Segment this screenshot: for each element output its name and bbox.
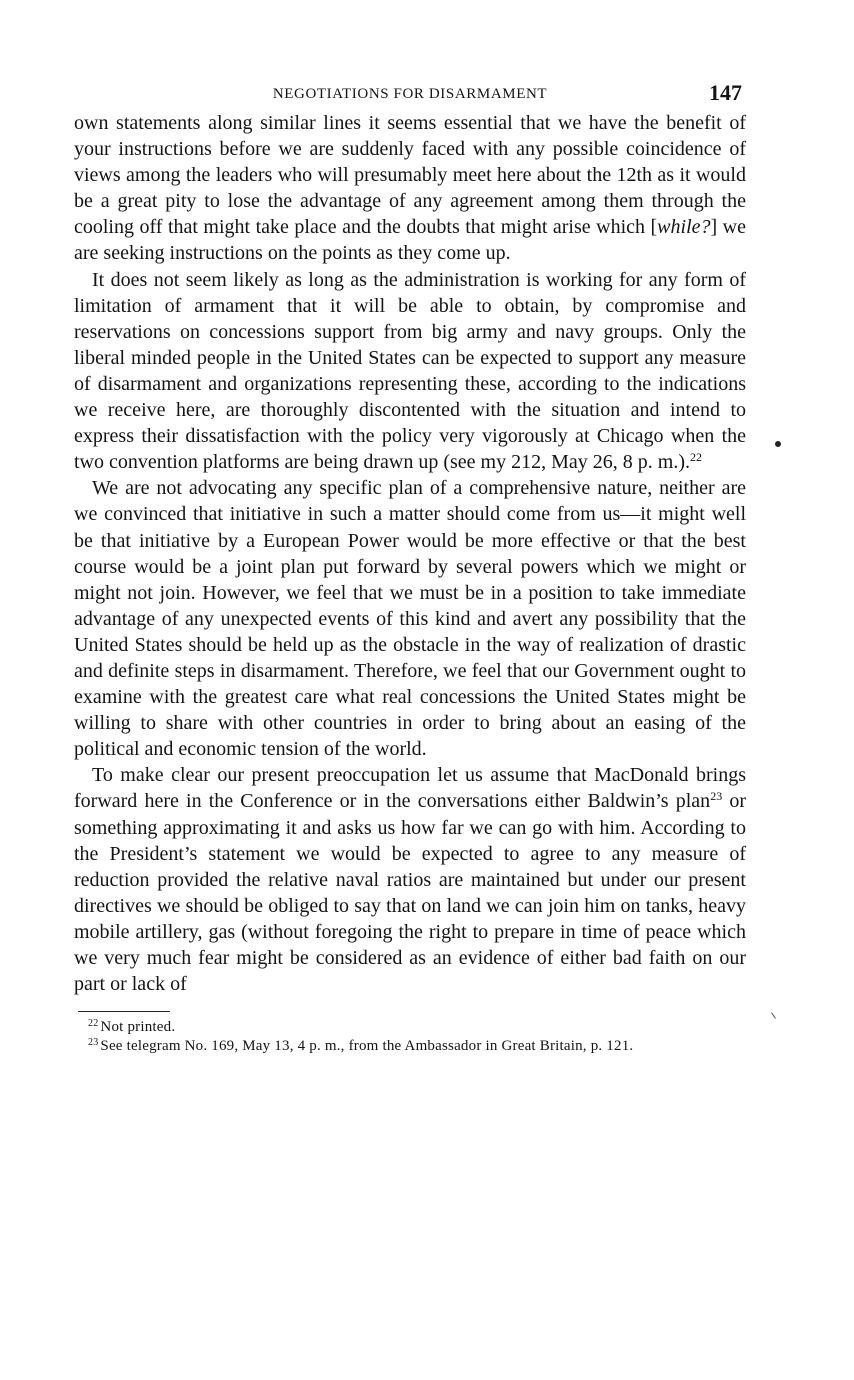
body-text	[74, 110, 746, 997]
footnote-ref-23[interactable]: 23	[710, 789, 723, 804]
paragraph-4-text-a: To make clear our present preoccupation let us assume that MacDonald brings forward here in the Conference or in the conversations either Baldwin’s plan	[74, 764, 746, 813]
margin-tick	[771, 1012, 776, 1018]
paragraph-4	[74, 762, 746, 997]
document-page	[74, 78, 746, 1056]
paragraph-4-text-b: or something approximating it and asks us how far we can go with him. According to the President’s statement we would be expected to agree to any measure of reduction provided the relative naval ratios are maintained but under our present directives we should be obliged to say that on land we can join him on tanks, heavy mobile artillery, gas (without foregoing the right to prepare in time of peace which we very much fear might be considered as an evidence of either bad faith on our part or lack of	[74, 790, 746, 996]
paragraph-3	[74, 475, 746, 762]
paragraph-1-text-b: ] we are seeking instructions on the points as they come up.	[74, 216, 746, 265]
footnote-ref-22[interactable]: 22	[689, 450, 702, 465]
paragraph-1-text-a: own statements along similar lines it seems essential that we have the benefit of your instructions before we are suddenly faced with any possible coincidence of views among the leaders who will presumably meet here about the 12th as it would be a great pity to lose the advantage of any agreement among them through the cooling off that might take place and the doubts that might arise which [	[74, 112, 746, 239]
paragraph-2	[74, 267, 746, 476]
footnote-text: Not printed.	[100, 1019, 176, 1036]
footnote-22	[74, 1018, 746, 1037]
footnotes	[74, 1018, 746, 1056]
footnote-divider	[78, 1011, 170, 1012]
running-header	[74, 78, 746, 110]
margin-dot	[775, 441, 781, 447]
footnote-mark: 23	[88, 1037, 99, 1049]
footnote-23	[74, 1037, 746, 1056]
editorial-insertion: while?	[657, 216, 711, 239]
paragraph-1	[74, 110, 746, 267]
page-number: 147	[709, 80, 742, 105]
paragraph-3-text: We are not advocating any specific plan of a comprehensive nature, neither are we convinced that initiative in such a matter should come from us—it might well be that initiative by a European Power would be more effective or that the best course would be a joint plan put forward by several powers which we might or might not join. However, we feel that we must be in a position to take immediate advantage of any unexpected events of this kind and avert any possibility that the United States should be held up as the obstacle in the way of realization of drastic and definite steps in disarmament. Therefore, we feel that our Government ought to examine with the greatest care what real concessions the United States might be willing to share with other countries in order to bring about an easing of the political and economic tension of the world.	[74, 477, 746, 761]
footnote-text: See telegram No. 169, May 13, 4 p. m., from the Ambassador in Great Britain, p. 121.	[100, 1038, 634, 1055]
running-title: NEGOTIATIONS FOR DISARMAMENT	[272, 86, 548, 102]
footnote-mark: 22	[88, 1018, 99, 1030]
paragraph-2-text: It does not seem likely as long as the administration is working for any form of limitation of armament that it will be able to obtain, by compromise and reservations on concessions support from big army and navy groups. Only the liberal minded people in the United States can be expected to support any measure of disarmament and organizations representing these, according to the indications we receive here, are thoroughly discontented with the situation and intend to express their dissatisfaction with the policy very vigorously at Chicago when the two convention platforms are being drawn up (see my 212, May 26, 8 p. m.).	[74, 268, 746, 474]
